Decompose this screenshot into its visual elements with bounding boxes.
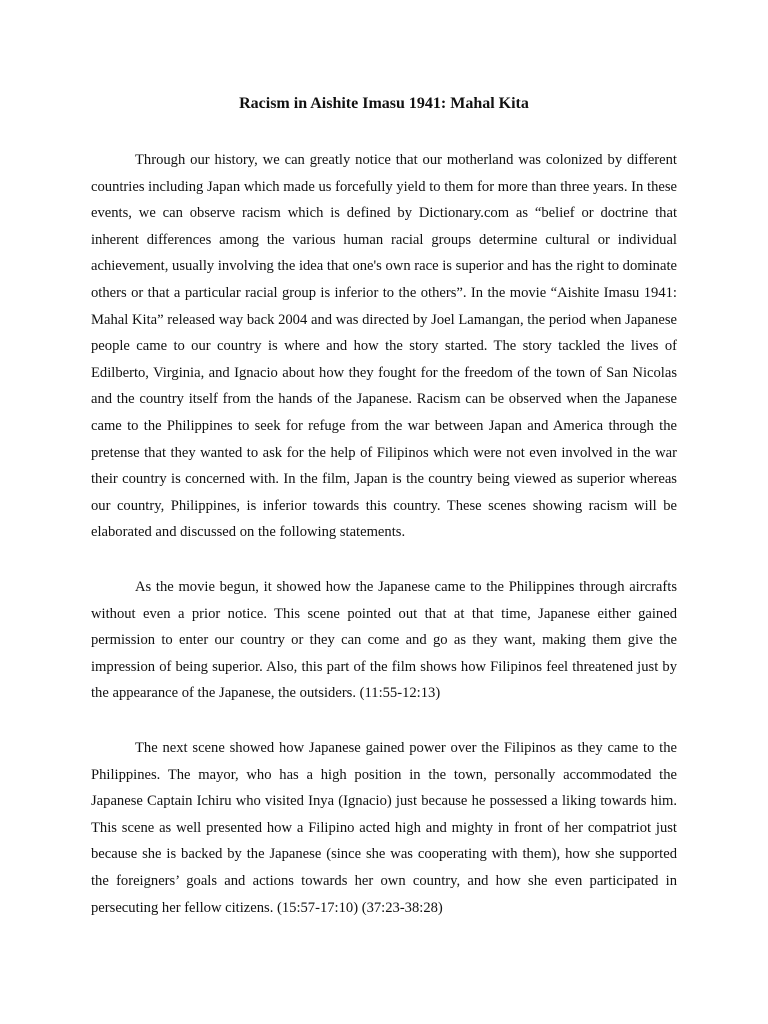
paragraph-introduction: Through our history, we can greatly notice that our motherland was colonized by different countries including Japan which made us forcefully yield to them for more than three years. In these events, we can observe racism which is defined by Dictionary.com as “belief or doctrine that inherent differences among the various human racial groups determine cultural or individual achievement, usually involving the idea that one's own race is superior and has the right to dominate others or that a particular racial group is inferior to the others”. In the movie “Aishite Imasu 1941: Mahal Kita” released way back 2004 and was directed by Joel Lamangan, the period when Japanese people came to our country is where and how the story started. The story tackled the lives of Edilberto, Virginia, and Ignacio about how they fought for the freedom of the town of San Nicolas and the country itself from the hands of the Japanese. Racism can be observed when the Japanese came to the Philippines to seek for refuge from the war between Japan and America through the pretense that they wanted to ask for the help of Filipinos which were not even involved in the war their country is concerned with. In the film, Japan is the country being viewed as superior whereas our country, Philippines, is inferior towards this country. These scenes showing racism will be elaborated and discussed on the following statements. — [91, 152, 677, 541]
document-title: Racism in Aishite Imasu 1941: Mahal Kita — [239, 95, 529, 112]
paragraph-aircraft-scene: As the movie begun, it showed how the Japanese came to the Philippines through aircrafts without even a prior notice. This scene pointed out that at that time, Japanese either gained permission to enter our country or they can come and go as they want, making them give the impression of being superior. Also, this part of the film shows how Filipinos feel threatened just by the appearance of the Japanese, the outsiders. (11:55-12:13) — [91, 579, 677, 702]
paragraph-mayor-scene: The next scene showed how Japanese gained power over the Filipinos as they came to the Philippines. The mayor, who has a high position in the town, personally accommodated the Japanese Captain Ichiru who visited Inya (Ignacio) just because he possessed a liking towards him. This scene as well presented how a Filipino acted high and mighty in front of her compatriot just because she is backed by the Japanese (since she was cooperating with them), how she supported the foreigners’ goals and actions towards her own country, and how she even participated in persecuting her fellow citizens. (15:57-17:10) (37:23-38:28) — [91, 740, 677, 916]
